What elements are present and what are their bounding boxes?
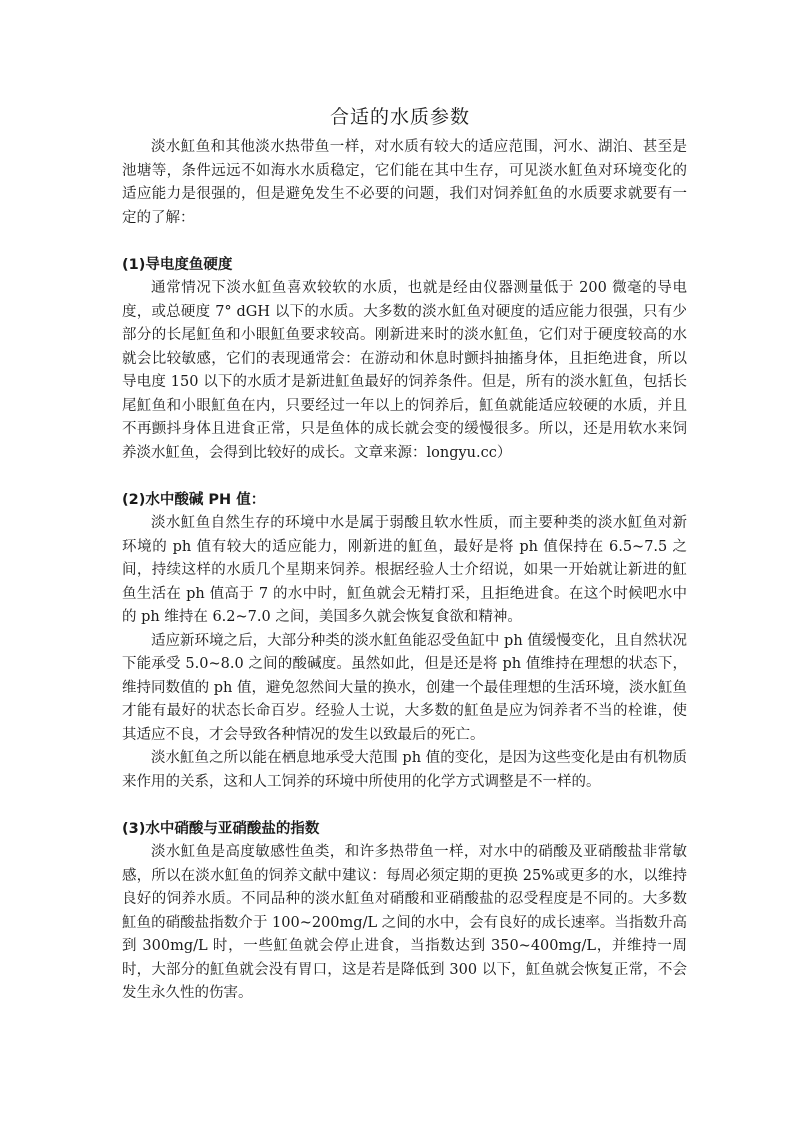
section-paragraph: 淡水魟鱼之所以能在栖息地承受大范围 ph 值的变化，是因为这些变化是由有机物质来作用的关系，这和人工饲养的环境中所使用的化学方式调整是不一样的。 [122,750,687,790]
document-title: 合适的水质参数 [329,106,470,128]
section-paragraph: 淡水魟鱼是高度敏感性鱼类，和许多热带鱼一样，对水中的硝酸及亚硝酸盐非常敏感，所以在淡水魟鱼的饲养文献中建议：每周必须定期的更换 25%或更多的水，以维持良好的饲养水质。不同品种的淡水魟鱼对硝酸和亚硝酸盐的忍受程度是不同的。大多数魟鱼的硝酸盐指数介于 100~200mg/L 之间的水中，会有良好的成长速率。当指数升高到 300mg/L 时，一些魟鱼就会停止进食，当指数达到 350~400mg/L，并维持一周时，大部分的魟鱼就会没有胃口，这是若是降低到 300 以下，魟鱼就会恢复正常，不会发生永久性的伤害。 [122,844,687,1001]
document-body [122,136,687,1006]
section-heading: (3)水中硝酸与亚硝酸盐的指数 [122,820,320,837]
intro-paragraph: 淡水魟鱼和其他淡水热带鱼一样，对水质有较大的适应范围，河水、湖泊、甚至是池塘等，条件远远不如海水水质稳定，它们能在其中生存，可见淡水魟鱼对环境变化的适应能力是很强的，但是避免发生不必要的问题，我们对饲养魟鱼的水质要求就要有一定的了解： [122,139,687,226]
section-heading: (2)水中酸碱 PH 值： [122,491,266,508]
section-ph-value [122,489,687,795]
section-heading: (1)导电度鱼硬度 [122,256,233,273]
section-nitrate-nitrite [122,818,687,1006]
section-paragraph: 通常情况下淡水魟鱼喜欢较软的水质，也就是经由仪器测量低于 200 微毫的导电度，或总硬度 7° dGH 以下的水质。大多数的淡水魟鱼对硬度的适应能力很强，只有少部分的长尾魟鱼和小眼魟鱼要求较高。刚新进来时的淡水魟鱼，它们对于硬度较高的水就会比较敏感，它们的表现通常会：在游动和休息时颤抖抽搐身体，且拒绝进食，所以导电度 150 以下的水质才是新进魟鱼最好的饲养条件。但是，所有的淡水魟鱼，包括长尾魟鱼和小眼魟鱼在内，只要经过一年以上的饲养后，魟鱼就能适应较硬的水质，并且不再颤抖身体且进食正常，只是鱼体的成长就会变的缓慢很多。所以，还是用软水来饲养淡水魟鱼，会得到比较好的成长。文章来源：longyu.cc） [122,280,687,461]
section-paragraph: 淡水魟鱼自然生存的环境中水是属于弱酸且软水性质，而主要种类的淡水魟鱼对新环境的 ph 值有较大的适应能力，刚新进的魟鱼，最好是将 ph 值保持在 6.5~7.5 之间，持续这样的水质几个星期来饲养。根据经验人士介绍说，如果一开始就让新进的魟鱼生活在 ph 值高于 7 的水中时，魟鱼就会无精打采，且拒绝进食。在这个时候吧水中的 ph 维持在 6.2~7.0 之间，美国多久就会恢复食欲和精神。 [122,515,687,625]
section-paragraph: 适应新环境之后，大部分种类的淡水魟鱼能忍受鱼缸中 ph 值缓慢变化，且自然状况下能承受 5.0~8.0 之间的酸碱度。虽然如此，但是还是将 ph 值维持在理想的状态下，维持同数值的 ph 值，避免忽然间大量的换水，创建一个最佳理想的生活环境，淡水魟鱼才能有最好的状态长命百岁。经验人士说，大多数的魟鱼是应为饲养者不当的栓谁，使其适应不良，才会导致各种情况的发生以致最后的死亡。 [122,632,687,743]
section-conductivity-hardness [122,254,687,466]
